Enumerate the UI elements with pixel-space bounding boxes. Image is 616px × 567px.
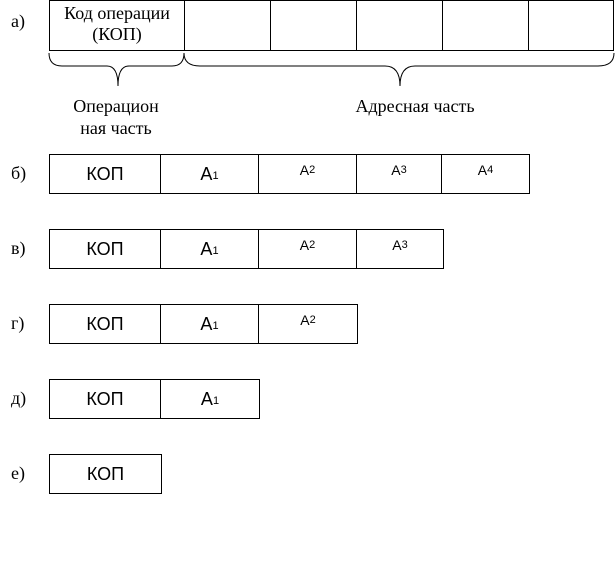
address-label: A [299,237,310,253]
address-label: A [200,239,213,259]
opcode-field-line1: Код операции [64,3,170,23]
address-brace [184,53,614,86]
address-cell-b-2 [258,154,357,194]
address-index: 2 [309,164,316,176]
operation-part-line2: ная часть [80,118,152,138]
address-index: 2 [309,239,316,251]
address-label: A [477,162,488,178]
address-cell-g-1 [160,304,259,344]
address-index: 2 [309,314,316,326]
address-label: A [299,162,310,178]
opcode-cell-v: КОП [49,229,161,269]
address-label: A [300,312,310,328]
address-index: 1 [212,169,219,182]
address-cell-b-4 [441,154,530,194]
address-index: 3 [400,164,407,176]
opcode-cell-b: КОП [49,154,161,194]
address-part-caption: Адресная часть [355,96,475,116]
address-index: 4 [487,164,494,176]
address-index: 3 [401,239,408,251]
address-label: A [391,162,401,178]
label-row-b: б) [11,163,27,183]
address-label: A [200,164,213,184]
label-row-d: д) [11,388,27,408]
opcode-brace [49,53,184,86]
opcode-field-line2: (КОП) [92,24,142,44]
address-cell-g-2 [258,304,358,344]
label-row-e: е) [11,463,25,483]
label-row-v: в) [11,238,26,258]
address-index: 1 [212,244,219,257]
address-index: 1 [212,319,219,332]
label-row-a: а) [11,11,25,31]
label-row-g: г) [11,313,25,333]
address-label: A [392,237,402,253]
address-cell-b-1 [160,154,259,194]
operation-part-caption [60,95,172,139]
address-cell-v-1 [160,229,259,269]
address-cell-b-3 [356,154,442,194]
operation-part-line1: Операцион [73,96,159,116]
opcode-cell-g: КОП [49,304,161,344]
opcode-cell-e: КОП [49,454,162,494]
address-cell-v-3 [356,229,444,269]
address-label: A [200,389,213,409]
address-cell-v-2 [258,229,357,269]
opcode-cell-d: КОП [49,379,161,419]
address-index: 1 [212,394,220,407]
address-label: A [200,314,213,334]
address-cell-d-1 [160,379,260,419]
